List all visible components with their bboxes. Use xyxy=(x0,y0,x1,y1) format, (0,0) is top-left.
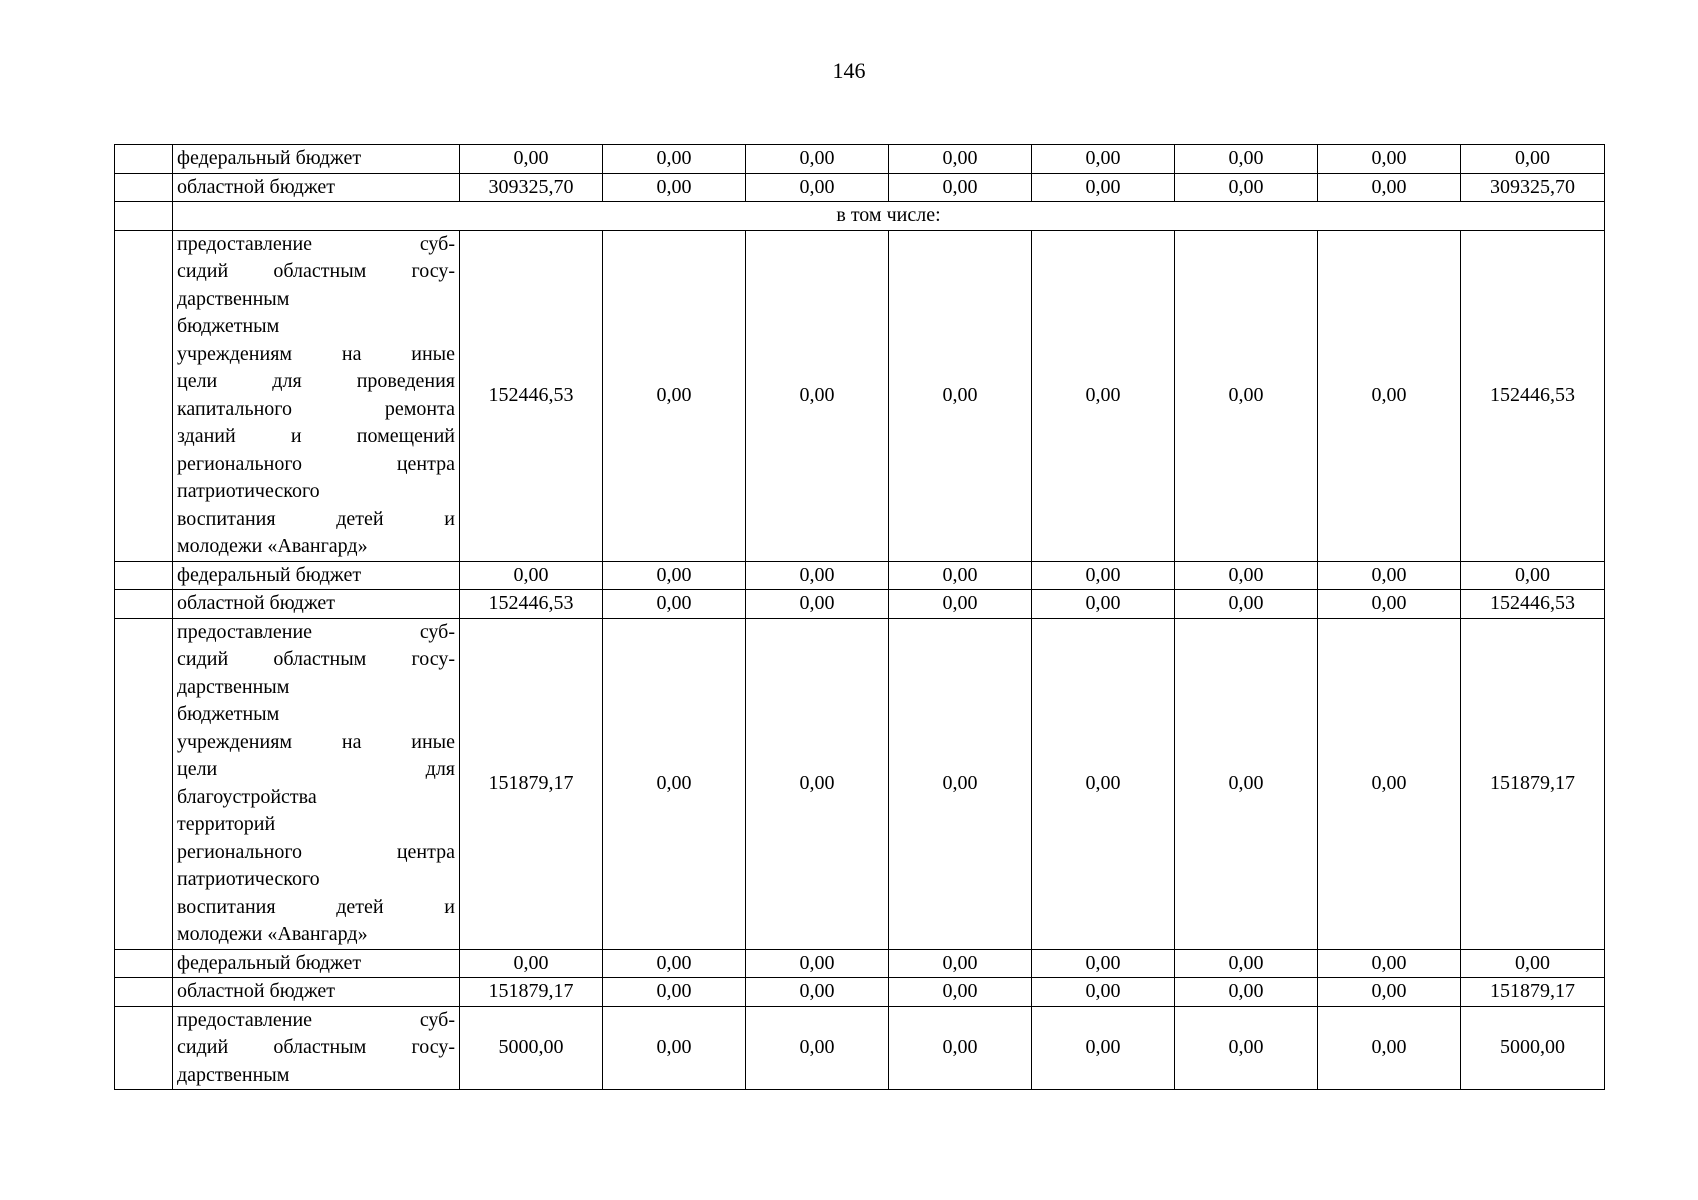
value-cell: 0,00 xyxy=(746,173,889,202)
value-cell: 0,00 xyxy=(746,561,889,590)
section-label: в том числе: xyxy=(173,202,1605,231)
description-line: цели для xyxy=(177,758,455,780)
description-line: сидий областным госу- xyxy=(177,648,455,670)
total-value-cell: 151879,17 xyxy=(1461,978,1605,1007)
value-cell: 0,00 xyxy=(889,173,1032,202)
value-cell: 0,00 xyxy=(1318,145,1461,174)
row-description xyxy=(173,230,460,561)
value-cell: 0,00 xyxy=(603,949,746,978)
description-line: учреждениям на иные xyxy=(177,342,455,365)
description-line: дарственным xyxy=(177,675,290,698)
total-value-cell: 151879,17 xyxy=(1461,618,1605,949)
value-cell: 0,00 xyxy=(746,1006,889,1090)
description-line: благоустройства xyxy=(177,785,317,808)
budget-row xyxy=(115,561,1605,590)
value-cell: 0,00 xyxy=(603,230,746,561)
row-label: федеральный бюджет xyxy=(173,561,460,590)
value-cell: 0,00 xyxy=(1318,561,1461,590)
description-line: учреждениям на иные xyxy=(177,730,455,753)
value-cell: 0,00 xyxy=(1032,590,1175,619)
value-cell: 0,00 xyxy=(603,1006,746,1090)
value-cell: 0,00 xyxy=(889,590,1032,619)
row-number-cell xyxy=(115,978,173,1007)
page-number: 146 xyxy=(832,58,866,83)
value-cell: 0,00 xyxy=(603,978,746,1007)
description-line: молодежи «Авангард» xyxy=(177,535,368,557)
budget-table xyxy=(114,144,1605,1090)
total-value-cell: 152446,53 xyxy=(1461,590,1605,619)
row-number-cell xyxy=(115,561,173,590)
description-line: воспитания детей и xyxy=(177,507,455,530)
value-cell: 0,00 xyxy=(1175,1006,1318,1090)
description-line: предоставление суб- xyxy=(177,232,455,255)
description-row xyxy=(115,230,1605,561)
total-value-cell: 152446,53 xyxy=(1461,230,1605,561)
value-cell: 0,00 xyxy=(889,1006,1032,1090)
value-cell: 0,00 xyxy=(1032,230,1175,561)
description-line: предоставление суб- xyxy=(177,620,455,643)
value-cell: 0,00 xyxy=(746,949,889,978)
description-line: воспитания детей и xyxy=(177,895,455,918)
description-line: бюджетным xyxy=(177,315,280,337)
value-cell: 0,00 xyxy=(1032,145,1175,174)
row-number-cell xyxy=(115,949,173,978)
description-row xyxy=(115,1006,1605,1090)
description-line: сидий областным госу- xyxy=(177,1036,455,1058)
section-row xyxy=(115,202,1605,231)
value-cell: 0,00 xyxy=(746,230,889,561)
value-cell: 151879,17 xyxy=(460,618,603,949)
value-cell: 0,00 xyxy=(1032,618,1175,949)
value-cell: 0,00 xyxy=(889,618,1032,949)
row-label: федеральный бюджет xyxy=(173,949,460,978)
value-cell: 0,00 xyxy=(1032,978,1175,1007)
description-line: регионального центра xyxy=(177,452,455,475)
total-value-cell: 0,00 xyxy=(1461,145,1605,174)
value-cell: 0,00 xyxy=(1318,173,1461,202)
value-cell: 0,00 xyxy=(1318,230,1461,561)
value-cell: 0,00 xyxy=(1318,1006,1461,1090)
value-cell: 0,00 xyxy=(889,145,1032,174)
value-cell: 0,00 xyxy=(1318,949,1461,978)
description-line: зданий и помещений xyxy=(177,425,455,447)
value-cell: 0,00 xyxy=(1032,173,1175,202)
value-cell: 0,00 xyxy=(460,561,603,590)
value-cell: 0,00 xyxy=(603,618,746,949)
row-number-cell xyxy=(115,173,173,202)
value-cell: 0,00 xyxy=(1175,173,1318,202)
description-line: бюджетным xyxy=(177,703,280,725)
row-label: областной бюджет xyxy=(173,978,460,1007)
value-cell: 0,00 xyxy=(1032,561,1175,590)
value-cell: 0,00 xyxy=(1175,561,1318,590)
row-description xyxy=(173,618,460,949)
total-value-cell: 0,00 xyxy=(1461,561,1605,590)
row-number-cell xyxy=(115,1006,173,1090)
value-cell: 0,00 xyxy=(460,949,603,978)
value-cell: 0,00 xyxy=(1032,949,1175,978)
value-cell: 0,00 xyxy=(1318,978,1461,1007)
value-cell: 0,00 xyxy=(1318,618,1461,949)
value-cell: 0,00 xyxy=(603,590,746,619)
budget-row xyxy=(115,590,1605,619)
value-cell: 0,00 xyxy=(1032,1006,1175,1090)
description-line: дарственным xyxy=(177,287,290,310)
budget-row xyxy=(115,173,1605,202)
description-line: цели для проведения xyxy=(177,370,455,392)
description-line: патриотического xyxy=(177,868,320,890)
budget-row xyxy=(115,145,1605,174)
budget-row xyxy=(115,978,1605,1007)
value-cell: 0,00 xyxy=(889,230,1032,561)
value-cell: 0,00 xyxy=(889,978,1032,1007)
description-line: капитального ремонта xyxy=(177,397,455,420)
total-value-cell: 309325,70 xyxy=(1461,173,1605,202)
value-cell: 0,00 xyxy=(460,145,603,174)
row-number-cell xyxy=(115,145,173,174)
value-cell: 0,00 xyxy=(746,978,889,1007)
row-number-cell xyxy=(115,618,173,949)
value-cell: 5000,00 xyxy=(460,1006,603,1090)
value-cell: 0,00 xyxy=(603,145,746,174)
row-description xyxy=(173,1006,460,1090)
table-body xyxy=(115,145,1605,1090)
row-label: областной бюджет xyxy=(173,590,460,619)
value-cell: 0,00 xyxy=(889,949,1032,978)
value-cell: 0,00 xyxy=(746,618,889,949)
row-number-cell xyxy=(115,202,173,231)
value-cell: 0,00 xyxy=(1175,949,1318,978)
value-cell: 151879,17 xyxy=(460,978,603,1007)
description-line: молодежи «Авангард» xyxy=(177,923,368,945)
description-row xyxy=(115,618,1605,949)
value-cell: 0,00 xyxy=(746,145,889,174)
value-cell: 152446,53 xyxy=(460,230,603,561)
value-cell: 0,00 xyxy=(746,590,889,619)
value-cell: 0,00 xyxy=(1175,590,1318,619)
row-label: областной бюджет xyxy=(173,173,460,202)
value-cell: 0,00 xyxy=(1175,618,1318,949)
total-value-cell: 5000,00 xyxy=(1461,1006,1605,1090)
description-line: патриотического xyxy=(177,480,320,502)
value-cell: 0,00 xyxy=(1318,590,1461,619)
value-cell: 309325,70 xyxy=(460,173,603,202)
value-cell: 0,00 xyxy=(1175,978,1318,1007)
value-cell: 0,00 xyxy=(889,561,1032,590)
description-line: дарственным xyxy=(177,1063,290,1086)
value-cell: 0,00 xyxy=(1175,145,1318,174)
row-label: федеральный бюджет xyxy=(173,145,460,174)
description-line: предоставление суб- xyxy=(177,1008,455,1031)
total-value-cell: 0,00 xyxy=(1461,949,1605,978)
value-cell: 0,00 xyxy=(603,173,746,202)
budget-row xyxy=(115,949,1605,978)
description-line: территорий xyxy=(177,813,276,835)
description-line: сидий областным госу- xyxy=(177,260,455,282)
row-number-cell xyxy=(115,590,173,619)
row-number-cell xyxy=(115,230,173,561)
value-cell: 0,00 xyxy=(603,561,746,590)
value-cell: 152446,53 xyxy=(460,590,603,619)
value-cell: 0,00 xyxy=(1175,230,1318,561)
description-line: регионального центра xyxy=(177,840,455,863)
